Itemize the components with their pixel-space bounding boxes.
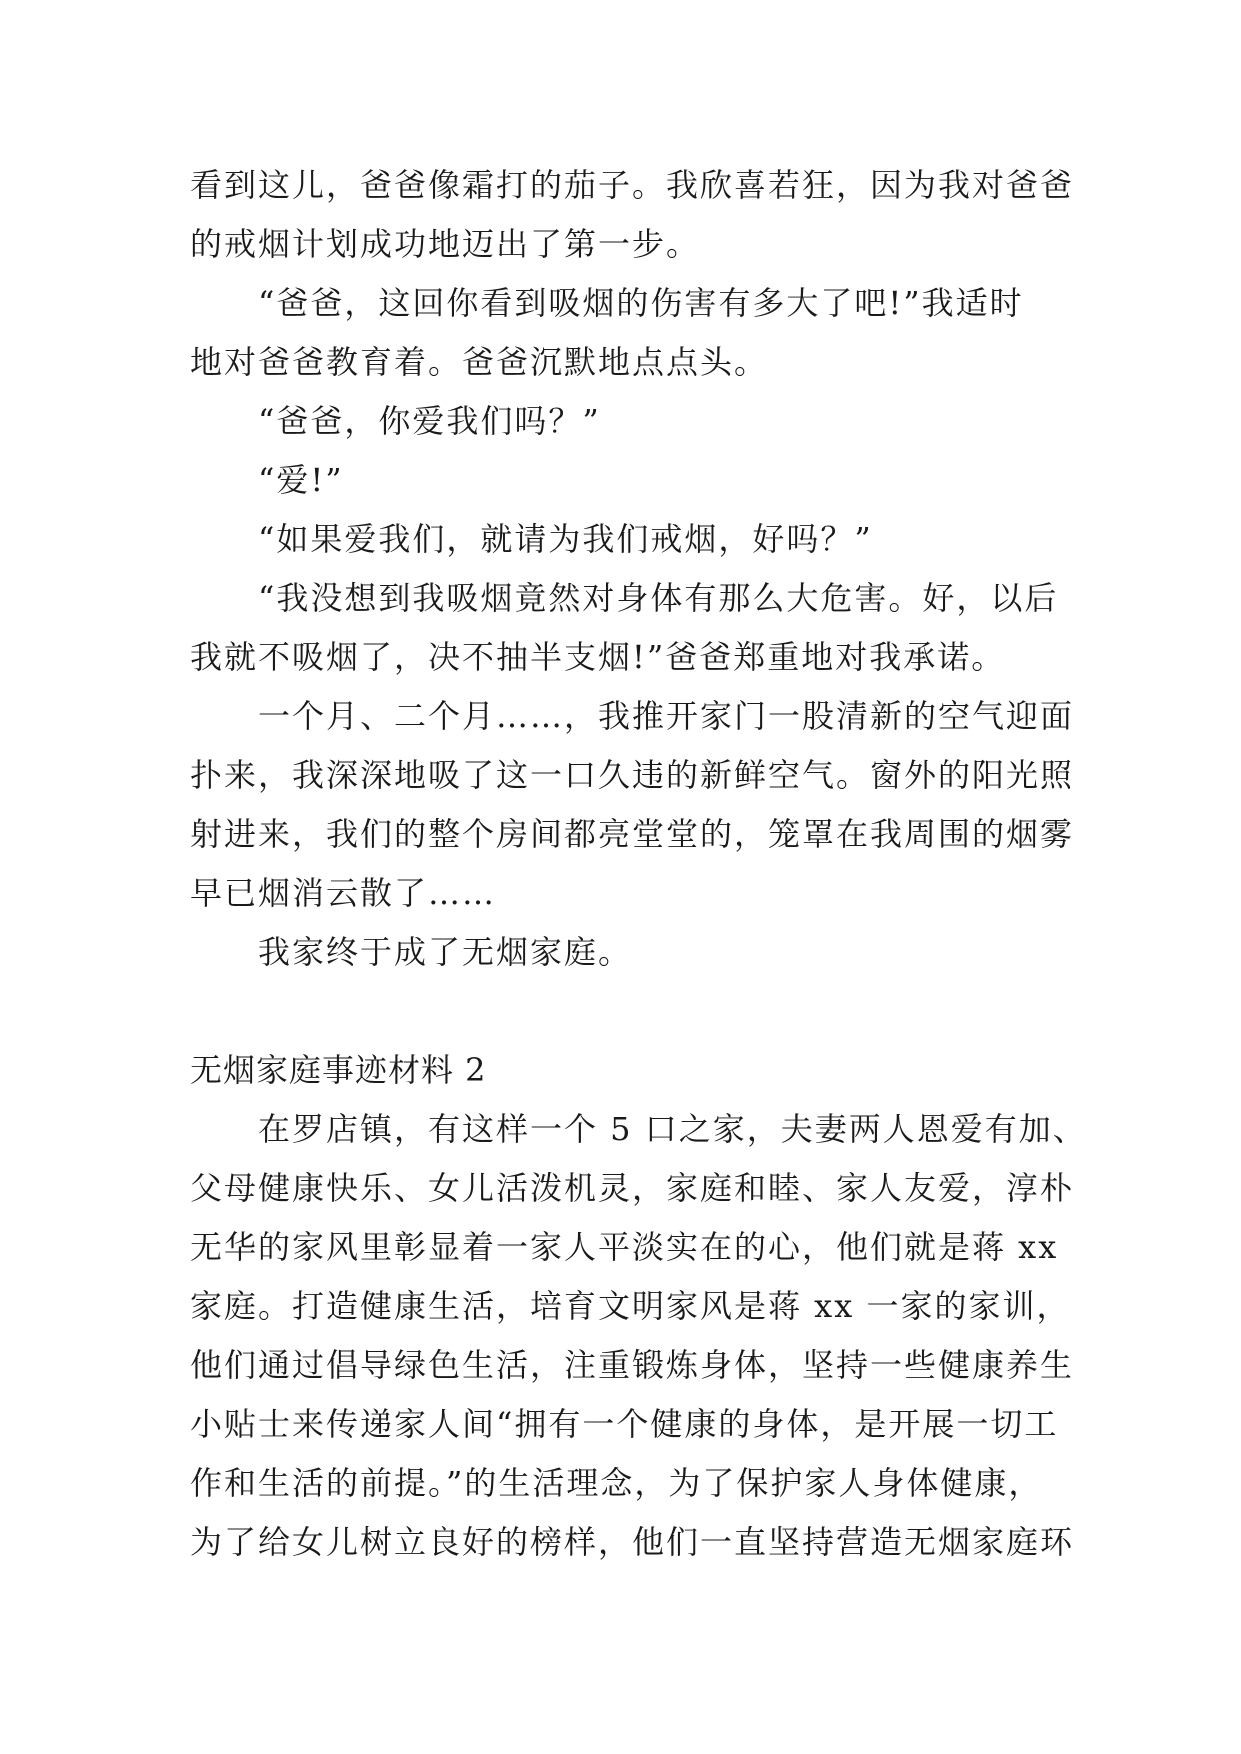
text-line: 看到这儿，爸爸像霜打的茄子。我欣喜若狂，因为我对爸爸 xyxy=(190,166,1075,204)
text-line: “我没想到我吸烟竟然对身体有那么大危害。好，以后 xyxy=(258,579,1059,617)
text-line: 一个月、二个月……，我推开家门一股清新的空气迎面 xyxy=(258,697,1075,735)
text-line: 扑来，我深深地吸了这一口久违的新鲜空气。窗外的阳光照 xyxy=(190,756,1075,794)
section-heading: 无烟家庭事迹材料 2 xyxy=(190,1051,487,1089)
text-line: “爸爸，这回你看到吸烟的伤害有多大了吧!”我适时 xyxy=(258,284,1024,322)
text-line: 射进来，我们的整个房间都亮堂堂的，笼罩在我周围的烟雾 xyxy=(190,815,1075,853)
text-line: 父母健康快乐、女儿活泼机灵，家庭和睦、家人友爱，淳朴 xyxy=(190,1169,1075,1207)
text-line: 我就不吸烟了，决不抽半支烟!”爸爸郑重地对我承诺。 xyxy=(190,638,1006,676)
text-line: 为了给女儿树立良好的榜样，他们一直坚持营造无烟家庭环 xyxy=(190,1523,1075,1561)
text-line: 的戒烟计划成功地迈出了第一步。 xyxy=(190,225,701,263)
text-line: 他们通过倡导绿色生活，注重锻炼身体，坚持一些健康养生 xyxy=(190,1346,1075,1384)
text-line: 我家终于成了无烟家庭。 xyxy=(258,933,633,971)
text-line: “爱!” xyxy=(258,461,344,499)
text-line: “如果爱我们，就请为我们戒烟，好吗？” xyxy=(258,520,873,558)
text-line: 作和生活的前提。”的生活理念，为了保护家人身体健康， xyxy=(190,1464,1043,1502)
text-line: 在罗店镇，有这样一个 5 口之家，夫妻两人恩爱有加、 xyxy=(258,1110,1087,1148)
text-line: 小贴士来传递家人间“拥有一个健康的身体，是开展一切工 xyxy=(190,1405,1059,1443)
text-line: 无华的家风里彰显着一家人平淡实在的心，他们就是蒋 xx xyxy=(190,1228,1059,1266)
text-line: 家庭。打造健康生活，培育文明家风是蒋 xx 一家的家训， xyxy=(190,1287,1071,1325)
text-line: “爸爸，你爱我们吗？” xyxy=(258,402,601,440)
text-line: 地对爸爸教育着。爸爸沉默地点点头。 xyxy=(190,343,769,381)
text-line: 早已烟消云散了…… xyxy=(190,874,497,912)
